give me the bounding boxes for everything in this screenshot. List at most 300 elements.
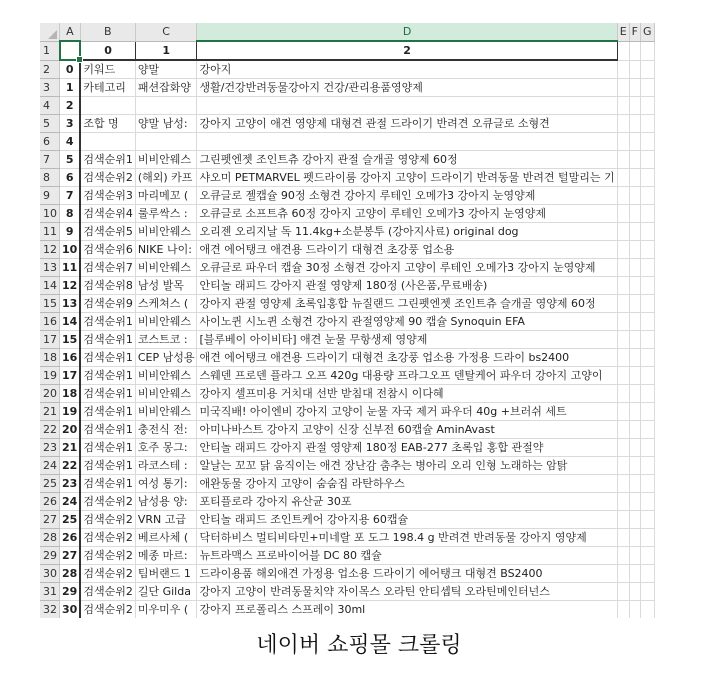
cell-value-c[interactable]: 양말 남성: <box>135 115 197 133</box>
cell-index[interactable]: 16 <box>60 349 81 367</box>
cell[interactable] <box>654 295 655 313</box>
cell[interactable] <box>654 259 655 277</box>
cell[interactable] <box>640 331 654 349</box>
cell[interactable] <box>629 151 640 169</box>
cell[interactable] <box>654 241 655 259</box>
cell-label[interactable]: 검색순위1 <box>80 475 135 493</box>
row-header[interactable]: 15 <box>40 295 60 313</box>
row-header[interactable]: 28 <box>40 529 60 547</box>
cell-value-d[interactable] <box>197 97 617 115</box>
cell[interactable] <box>654 601 655 619</box>
cell-index[interactable]: 29 <box>60 583 81 601</box>
cell[interactable] <box>654 421 655 439</box>
cell-value-d[interactable] <box>197 205 617 223</box>
cell-value-d[interactable] <box>197 439 617 457</box>
cell-value-c[interactable]: 패션잡화양 <box>135 79 197 97</box>
cell[interactable] <box>640 97 654 115</box>
cell[interactable] <box>640 241 654 259</box>
column-header-e[interactable]: E <box>617 23 629 41</box>
cell-label[interactable]: 검색순위8 <box>80 277 135 295</box>
cell[interactable] <box>617 511 629 529</box>
cell[interactable] <box>617 493 629 511</box>
cell[interactable] <box>654 60 655 79</box>
cell[interactable] <box>617 60 629 79</box>
cell-d1[interactable]: 2 <box>197 41 617 60</box>
cell[interactable] <box>629 565 640 583</box>
cell[interactable] <box>629 367 640 385</box>
cell[interactable] <box>629 583 640 601</box>
cell-value-c[interactable]: CEP 남성용 <box>135 349 197 367</box>
cell[interactable] <box>617 457 629 475</box>
cell[interactable] <box>640 313 654 331</box>
cell[interactable] <box>617 223 629 241</box>
row-header[interactable]: 13 <box>40 259 60 277</box>
cell-c1[interactable]: 1 <box>135 41 197 60</box>
cell-value-c[interactable]: 길단 Gilda <box>135 583 197 601</box>
cell-value-c[interactable]: 비비안웨스 <box>135 151 197 169</box>
cell[interactable] <box>640 79 654 97</box>
cell[interactable] <box>617 205 629 223</box>
column-header-a[interactable]: A <box>60 23 81 41</box>
cell-label[interactable]: 카테고리 <box>80 79 135 97</box>
row-header[interactable]: 29 <box>40 547 60 565</box>
cell[interactable] <box>617 259 629 277</box>
cell[interactable] <box>629 511 640 529</box>
cell-label[interactable]: 검색순위1 <box>80 385 135 403</box>
cell-value-d[interactable] <box>197 115 617 133</box>
cell-label[interactable] <box>80 133 135 151</box>
cell-value-c[interactable]: 라코스테 : <box>135 457 197 475</box>
cell-label[interactable]: 검색순위2 <box>80 169 135 187</box>
cell[interactable] <box>617 349 629 367</box>
cell-value-c[interactable]: 양말 <box>135 60 197 79</box>
cell-label[interactable] <box>80 97 135 115</box>
cell-label[interactable]: 검색순위1 <box>80 403 135 421</box>
cell[interactable] <box>617 295 629 313</box>
cell[interactable] <box>640 583 654 601</box>
cell-index[interactable]: 4 <box>60 133 81 151</box>
cell[interactable] <box>617 187 629 205</box>
cell-index[interactable]: 0 <box>60 60 81 79</box>
cell[interactable] <box>629 205 640 223</box>
cell[interactable] <box>629 349 640 367</box>
cell-value-d[interactable] <box>197 277 617 295</box>
cell-value-c[interactable]: VRN 고급 <box>135 511 197 529</box>
cell-value-c[interactable]: 스케쳐스 ( <box>135 295 197 313</box>
cell-label[interactable]: 검색순위5 <box>80 223 135 241</box>
cell-value-d[interactable] <box>197 565 617 583</box>
cell-index[interactable]: 22 <box>60 457 81 475</box>
cell[interactable] <box>617 115 629 133</box>
cell[interactable] <box>640 457 654 475</box>
cell-label[interactable]: 키워드 <box>80 60 135 79</box>
cell-text: 닥터하비스 멀티비타민+미네랄 포 도그 198.4 g 반려견 반려동물 강아지 영양제 <box>199 531 587 544</box>
cell[interactable] <box>629 421 640 439</box>
cell[interactable] <box>629 169 640 187</box>
cell-value-c[interactable]: 코스트코 : <box>135 331 197 349</box>
cell-value-d[interactable] <box>197 223 617 241</box>
cell-index[interactable]: 2 <box>60 97 81 115</box>
cell[interactable] <box>640 565 654 583</box>
row-header[interactable]: 7 <box>40 151 60 169</box>
row-header[interactable]: 20 <box>40 385 60 403</box>
cell[interactable] <box>640 223 654 241</box>
cell-value-c[interactable] <box>135 97 197 115</box>
cell-value-c[interactable]: 비비안웨스 <box>135 403 197 421</box>
cell[interactable] <box>640 367 654 385</box>
cell-label[interactable]: 검색순위2 <box>80 601 135 619</box>
cell-value-c[interactable]: 여성 통기: <box>135 475 197 493</box>
row-header[interactable]: 1 <box>40 41 60 60</box>
cell[interactable] <box>654 385 655 403</box>
cell[interactable] <box>654 403 655 421</box>
cell[interactable] <box>617 439 629 457</box>
cell[interactable] <box>640 169 654 187</box>
column-header-f[interactable]: F <box>629 23 640 41</box>
cell[interactable] <box>640 295 654 313</box>
cell-value-c[interactable]: 팀버랜드 1 <box>135 565 197 583</box>
cell[interactable] <box>640 529 654 547</box>
cell-value-c[interactable]: 비비안웨스 <box>135 385 197 403</box>
column-header-d[interactable]: D <box>197 23 617 41</box>
cell[interactable] <box>640 60 654 79</box>
cell-value-d[interactable] <box>197 421 617 439</box>
cell-index[interactable]: 12 <box>60 277 81 295</box>
cell-value-d[interactable] <box>197 583 617 601</box>
cell-value-d[interactable] <box>197 259 617 277</box>
row-header[interactable]: 5 <box>40 115 60 133</box>
row-header[interactable]: 32 <box>40 601 60 619</box>
cell-value-c[interactable]: 마리메꼬 ( <box>135 187 197 205</box>
row-header[interactable]: 22 <box>40 421 60 439</box>
row-header[interactable]: 31 <box>40 583 60 601</box>
cell[interactable] <box>629 259 640 277</box>
cell[interactable] <box>629 457 640 475</box>
cell-value-c[interactable]: NIKE 나이: <box>135 241 197 259</box>
cell[interactable] <box>617 313 629 331</box>
cell[interactable] <box>654 313 655 331</box>
cell-a1[interactable] <box>60 41 81 60</box>
cell-label[interactable]: 검색순위2 <box>80 583 135 601</box>
cell[interactable] <box>640 511 654 529</box>
cell-value-d[interactable] <box>197 313 617 331</box>
cell[interactable] <box>617 385 629 403</box>
cell-value-d[interactable] <box>197 295 617 313</box>
cell-value-c[interactable] <box>135 133 197 151</box>
cell-value-d[interactable] <box>197 403 617 421</box>
cell-value-c[interactable]: 비비안웨스 <box>135 223 197 241</box>
cell-value-d[interactable] <box>197 79 617 97</box>
cell[interactable] <box>629 223 640 241</box>
cell-index[interactable]: 26 <box>60 529 81 547</box>
cell[interactable] <box>629 41 640 60</box>
cell-index[interactable]: 25 <box>60 511 81 529</box>
cell-index[interactable]: 17 <box>60 367 81 385</box>
cell-value-d[interactable] <box>197 241 617 259</box>
row-header[interactable]: 3 <box>40 79 60 97</box>
cell-value-d[interactable] <box>197 133 617 151</box>
cell-value-c[interactable]: (해외) 카프 <box>135 169 197 187</box>
cell-index[interactable]: 10 <box>60 241 81 259</box>
cell-label[interactable]: 검색순위6 <box>80 241 135 259</box>
cell-value-d[interactable] <box>197 60 617 79</box>
cell-label[interactable]: 검색순위1 <box>80 367 135 385</box>
cell[interactable] <box>640 205 654 223</box>
cell-index[interactable]: 27 <box>60 547 81 565</box>
cell-label[interactable]: 검색순위1 <box>80 457 135 475</box>
row-header[interactable]: 6 <box>40 133 60 151</box>
cell[interactable] <box>629 79 640 97</box>
cell[interactable] <box>654 41 655 60</box>
cell[interactable] <box>640 277 654 295</box>
cell-value-c[interactable]: 메종 마르: <box>135 547 197 565</box>
cell[interactable] <box>629 133 640 151</box>
cell-value-d[interactable] <box>197 151 617 169</box>
cell[interactable] <box>654 115 655 133</box>
cell[interactable] <box>629 295 640 313</box>
cell[interactable] <box>629 439 640 457</box>
cell-label[interactable]: 검색순위1 <box>80 313 135 331</box>
row-header[interactable]: 11 <box>40 223 60 241</box>
cell-index[interactable]: 11 <box>60 259 81 277</box>
row-header[interactable]: 17 <box>40 331 60 349</box>
cell-label[interactable]: 검색순위1 <box>80 151 135 169</box>
cell[interactable] <box>629 60 640 79</box>
spreadsheet-grid[interactable] <box>40 23 655 618</box>
cell[interactable] <box>654 97 655 115</box>
cell[interactable] <box>654 529 655 547</box>
cell-value-d[interactable] <box>197 385 617 403</box>
cell[interactable] <box>640 187 654 205</box>
cell[interactable] <box>654 475 655 493</box>
cell[interactable] <box>640 601 654 619</box>
cell-value-c[interactable]: 비비안웨스 <box>135 367 197 385</box>
cell[interactable] <box>629 493 640 511</box>
cell-index[interactable]: 19 <box>60 403 81 421</box>
cell[interactable] <box>654 205 655 223</box>
cell-value-c[interactable]: 베르사체 ( <box>135 529 197 547</box>
cell-value-d[interactable] <box>197 169 617 187</box>
cell-value-d[interactable] <box>197 493 617 511</box>
cell[interactable] <box>654 151 655 169</box>
cell-index[interactable]: 24 <box>60 493 81 511</box>
cell[interactable] <box>629 187 640 205</box>
cell-value-d[interactable] <box>197 331 617 349</box>
cell-text: 오큐글로 젤캡슐 90정 소형견 강아지 루테인 오메가3 강아지 눈영양제 <box>199 189 536 202</box>
cell-label[interactable]: 검색순위1 <box>80 349 135 367</box>
cell[interactable] <box>640 547 654 565</box>
cell-value-d[interactable] <box>197 349 617 367</box>
cell-label[interactable]: 검색순위2 <box>80 547 135 565</box>
cell[interactable] <box>654 457 655 475</box>
cell-label[interactable]: 검색순위9 <box>80 295 135 313</box>
column-header-c[interactable]: C <box>135 23 197 41</box>
cell[interactable] <box>654 547 655 565</box>
cell[interactable] <box>617 601 629 619</box>
cell-label[interactable]: 검색순위2 <box>80 529 135 547</box>
cell-label[interactable]: 조합 명 <box>80 115 135 133</box>
cell-index[interactable]: 3 <box>60 115 81 133</box>
column-header-g[interactable]: G <box>640 23 654 41</box>
cell-index[interactable]: 7 <box>60 187 81 205</box>
cell[interactable] <box>629 547 640 565</box>
cell[interactable] <box>640 133 654 151</box>
column-header-h[interactable] <box>654 23 655 41</box>
cell[interactable] <box>617 79 629 97</box>
cell-index[interactable]: 20 <box>60 421 81 439</box>
cell[interactable] <box>640 385 654 403</box>
row-header[interactable]: 24 <box>40 457 60 475</box>
cell[interactable] <box>654 367 655 385</box>
cell-index[interactable]: 1 <box>60 79 81 97</box>
cell[interactable] <box>640 115 654 133</box>
cell-label[interactable]: 검색순위2 <box>80 511 135 529</box>
cell-value-c[interactable]: 남성 발목 <box>135 277 197 295</box>
cell-label[interactable]: 검색순위1 <box>80 331 135 349</box>
cell[interactable] <box>617 475 629 493</box>
cell-value-d[interactable] <box>197 367 617 385</box>
cell[interactable] <box>617 565 629 583</box>
cell[interactable] <box>654 169 655 187</box>
cell-value-d[interactable] <box>197 511 617 529</box>
cell[interactable] <box>617 547 629 565</box>
cell[interactable] <box>629 529 640 547</box>
cell-value-d[interactable] <box>197 529 617 547</box>
cell-label[interactable]: 검색순위2 <box>80 565 135 583</box>
cell[interactable] <box>629 277 640 295</box>
cell-index[interactable]: 13 <box>60 295 81 313</box>
cell-b1[interactable]: 0 <box>80 41 135 60</box>
row-header[interactable]: 23 <box>40 439 60 457</box>
row-header[interactable]: 4 <box>40 97 60 115</box>
cell[interactable] <box>654 223 655 241</box>
row-header[interactable]: 21 <box>40 403 60 421</box>
cell[interactable] <box>640 421 654 439</box>
cell-label[interactable]: 검색순위4 <box>80 205 135 223</box>
cell-value-c[interactable]: 호주 몽그: <box>135 439 197 457</box>
cell-value-c[interactable]: 비비안웨스 <box>135 259 197 277</box>
cell-label[interactable]: 검색순위3 <box>80 187 135 205</box>
cell[interactable] <box>640 259 654 277</box>
cell[interactable] <box>654 277 655 295</box>
cell[interactable] <box>640 41 654 60</box>
cell[interactable] <box>617 133 629 151</box>
cell[interactable] <box>654 187 655 205</box>
cell[interactable] <box>629 385 640 403</box>
column-header-b[interactable]: B <box>80 23 135 41</box>
cell[interactable] <box>640 403 654 421</box>
cell-index[interactable]: 14 <box>60 313 81 331</box>
cell[interactable] <box>617 331 629 349</box>
cell-value-c[interactable]: 비비안웨스 <box>135 313 197 331</box>
cell-index[interactable]: 9 <box>60 223 81 241</box>
cell[interactable] <box>617 241 629 259</box>
row-header[interactable]: 8 <box>40 169 60 187</box>
row-header[interactable]: 18 <box>40 349 60 367</box>
row-header[interactable]: 26 <box>40 493 60 511</box>
cell-value-d[interactable] <box>197 187 617 205</box>
cell[interactable] <box>617 367 629 385</box>
row-header[interactable]: 14 <box>40 277 60 295</box>
row-header[interactable]: 10 <box>40 205 60 223</box>
cell[interactable] <box>617 151 629 169</box>
cell[interactable] <box>629 403 640 421</box>
cell[interactable] <box>654 511 655 529</box>
cell[interactable] <box>629 97 640 115</box>
cell-label[interactable]: 검색순위1 <box>80 439 135 457</box>
cell[interactable] <box>617 169 629 187</box>
cell-index[interactable]: 30 <box>60 601 81 619</box>
cell[interactable] <box>617 421 629 439</box>
cell[interactable] <box>640 475 654 493</box>
cell[interactable] <box>654 349 655 367</box>
cell[interactable] <box>640 151 654 169</box>
cell[interactable] <box>629 313 640 331</box>
cell[interactable] <box>629 115 640 133</box>
cell[interactable] <box>617 529 629 547</box>
cell[interactable] <box>654 439 655 457</box>
cell-index[interactable]: 23 <box>60 475 81 493</box>
cell[interactable] <box>654 565 655 583</box>
cell[interactable] <box>617 97 629 115</box>
cell-label[interactable]: 검색순위1 <box>80 421 135 439</box>
cell[interactable] <box>640 439 654 457</box>
cell-value-c[interactable]: 룰루싹스 : <box>135 205 197 223</box>
cell-index[interactable]: 21 <box>60 439 81 457</box>
cell-index[interactable]: 6 <box>60 169 81 187</box>
row-header[interactable]: 30 <box>40 565 60 583</box>
cell-index[interactable]: 18 <box>60 385 81 403</box>
row-header[interactable]: 25 <box>40 475 60 493</box>
cell-index[interactable]: 28 <box>60 565 81 583</box>
row-header[interactable]: 12 <box>40 241 60 259</box>
cell-value-d[interactable] <box>197 475 617 493</box>
row-header[interactable]: 27 <box>40 511 60 529</box>
cell[interactable] <box>617 277 629 295</box>
cell[interactable] <box>617 403 629 421</box>
row-header[interactable]: 16 <box>40 313 60 331</box>
cell[interactable] <box>654 133 655 151</box>
select-all-button[interactable] <box>40 23 60 41</box>
cell[interactable] <box>629 241 640 259</box>
row-header[interactable]: 9 <box>40 187 60 205</box>
cell[interactable] <box>629 331 640 349</box>
row-header[interactable]: 2 <box>40 60 60 79</box>
cell[interactable] <box>640 493 654 511</box>
cell[interactable] <box>654 493 655 511</box>
cell-label[interactable]: 검색순위2 <box>80 493 135 511</box>
cell[interactable] <box>617 41 629 60</box>
cell[interactable] <box>629 475 640 493</box>
cell-value-d[interactable] <box>197 547 617 565</box>
cell-value-c[interactable]: 충전식 전: <box>135 421 197 439</box>
cell-value-d[interactable] <box>197 457 617 475</box>
cell-value-d[interactable] <box>197 601 617 619</box>
cell-index[interactable]: 15 <box>60 331 81 349</box>
cell-index[interactable]: 8 <box>60 205 81 223</box>
cell-label[interactable]: 검색순위7 <box>80 259 135 277</box>
cell-value-c[interactable]: 남성용 양: <box>135 493 197 511</box>
cell-index[interactable]: 5 <box>60 151 81 169</box>
cell[interactable] <box>629 601 640 619</box>
cell-value-c[interactable]: 미우미우 ( <box>135 601 197 619</box>
cell[interactable] <box>654 331 655 349</box>
row-header[interactable]: 19 <box>40 367 60 385</box>
cell[interactable] <box>640 349 654 367</box>
cell[interactable] <box>654 583 655 601</box>
cell[interactable] <box>654 79 655 97</box>
cell[interactable] <box>617 583 629 601</box>
